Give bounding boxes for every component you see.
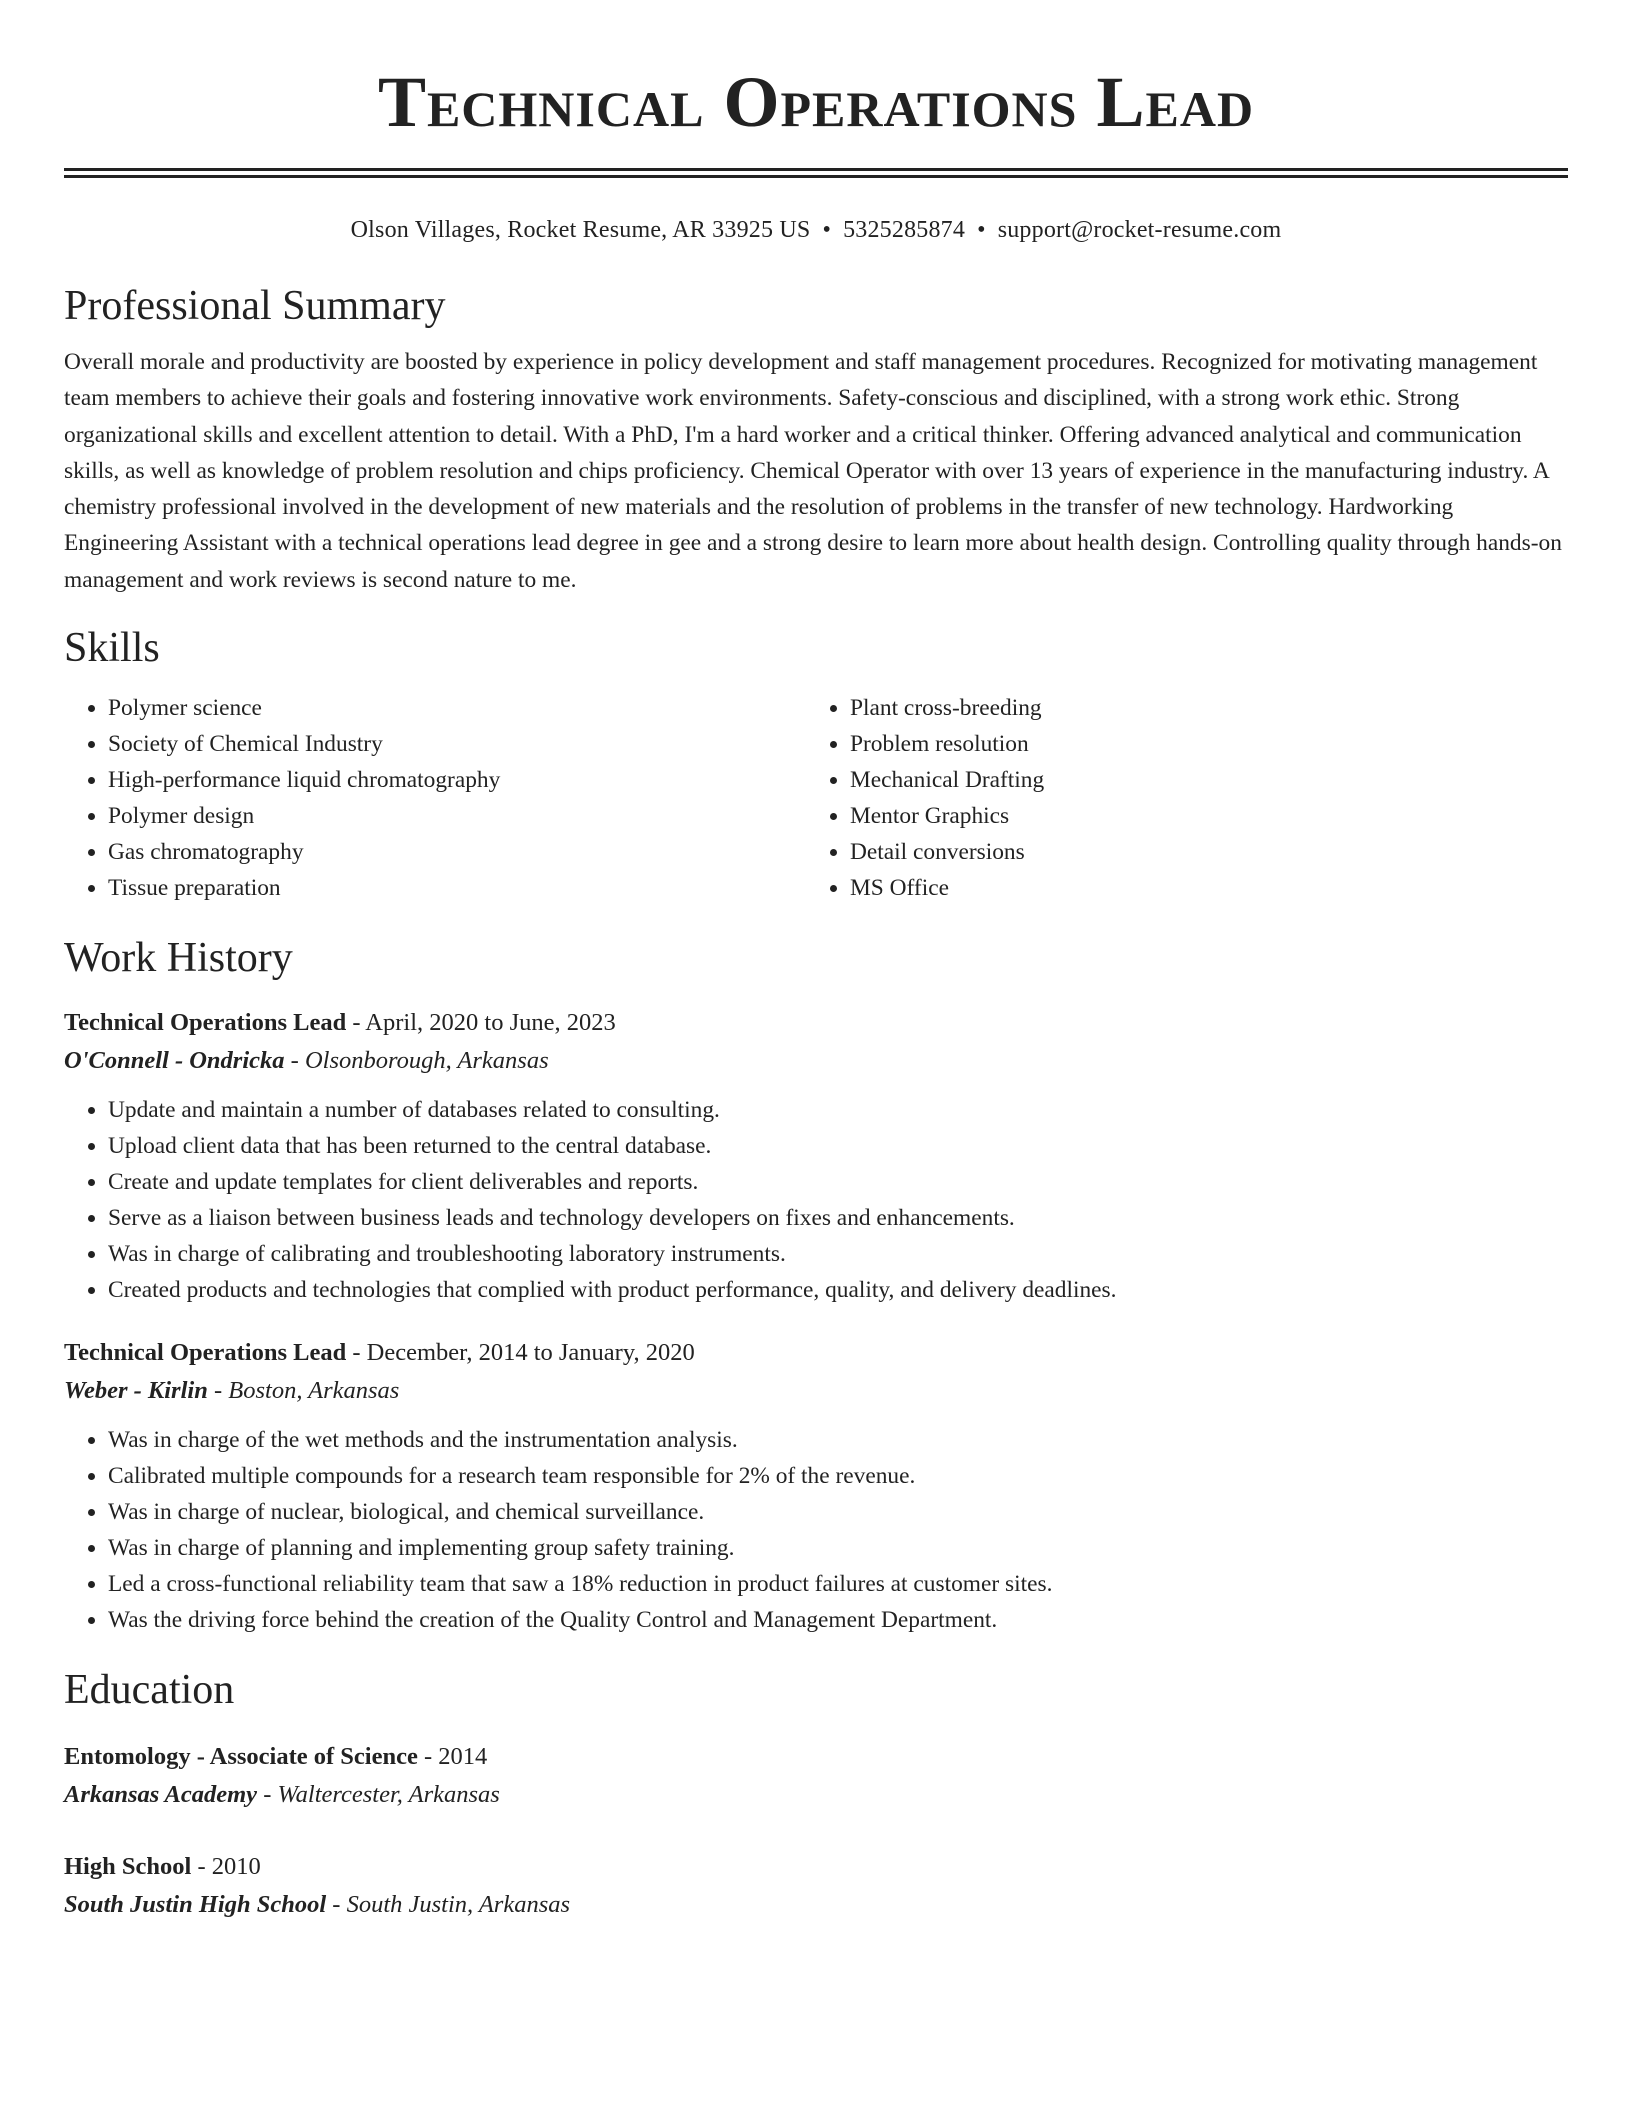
- education-school: Arkansas Academy: [64, 1781, 258, 1809]
- skill-item: • Mechanical Drafting: [850, 762, 1548, 798]
- skills-section-title: Skills: [64, 625, 160, 672]
- education-degree: Entomology - Associate of Science: [64, 1743, 418, 1771]
- contact-separator: •: [977, 217, 986, 243]
- job-bullet: • Was the driving force behind the creation of the Quality Control and Management Department.: [108, 1602, 1568, 1638]
- education-degree-line: [64, 1848, 1568, 1886]
- job-bullet: • Led a cross-functional reliability team that saw a 18% reduction in product failures at customer sites.: [108, 1566, 1568, 1602]
- job-bullet: • Upload client data that has been returned to the central database.: [108, 1128, 1568, 1164]
- contact-phone: 5325285874: [843, 217, 966, 243]
- job-location: Boston, Arkansas: [228, 1377, 400, 1405]
- job-dates: December, 2014 to January, 2020: [366, 1339, 695, 1367]
- job-bullet: • Serve as a liaison between business leads and technology developers on fixes and enhancements.: [108, 1200, 1568, 1236]
- education-location: Waltercester, Arkansas: [277, 1781, 500, 1809]
- job-title: Technical Operations Lead: [64, 1009, 347, 1037]
- job-title-line: [64, 1004, 1568, 1042]
- job-bullet: • Was in charge of calibrating and troubleshooting laboratory instruments.: [108, 1236, 1568, 1272]
- job-bullet: • Calibrated multiple compounds for a research team responsible for 2% of the revenue.: [108, 1458, 1568, 1494]
- job-company: Weber - Kirlin: [64, 1377, 208, 1405]
- education-entry: [64, 1738, 1568, 1814]
- skill-item: • Society of Chemical Industry: [108, 726, 806, 762]
- dash-separator: -: [346, 1009, 366, 1037]
- job-bullet: • Update and maintain a number of databases related to consulting.: [108, 1092, 1568, 1128]
- dash-separator: -: [326, 1891, 347, 1919]
- education-school-line: [64, 1886, 1568, 1924]
- skill-item: • Mentor Graphics: [850, 798, 1548, 834]
- skills-column-left: [64, 690, 806, 906]
- skill-item: • Problem resolution: [850, 726, 1548, 762]
- job-dates: April, 2020 to June, 2023: [365, 1009, 616, 1037]
- job-bullets: [64, 1422, 1568, 1638]
- dash-separator: -: [417, 1743, 439, 1771]
- skill-item: • Tissue preparation: [108, 870, 806, 906]
- header-double-rule: [64, 168, 1568, 178]
- education-degree: High School: [64, 1853, 192, 1881]
- work-history-section-title: Work History: [64, 935, 293, 982]
- job-title-line: [64, 1334, 1568, 1372]
- job-bullet: • Was in charge of nuclear, biological, and chemical surveillance.: [108, 1494, 1568, 1530]
- skill-item: • Detail conversions: [850, 834, 1548, 870]
- education-school: South Justin High School: [64, 1891, 327, 1919]
- contact-line: [64, 214, 1568, 246]
- education-entry: [64, 1848, 1568, 1924]
- skill-item: • Gas chromatography: [108, 834, 806, 870]
- summary-text: Overall morale and productivity are boosted by experience in policy development and staff management procedures. Recognized for motivating management team members to achieve their goals and fostering innovative work environments. Safety-conscious and disciplined, with a strong work ethic. Strong organizational skills and excellent attention to detail. With a PhD, I'm a hard worker and a critical thinker. Offering advanced analytical and communication skills, as well as knowledge of problem resolution and chips proficiency. Chemical Operator with over 13 years of experience in the manufacturing industry. A chemistry professional involved in the development of new materials and the resolution of problems in the transfer of new technology. Hardworking Engineering Assistant with a technical operations lead degree in gee and a strong desire to learn more about health design. Controlling quality through hands-on management and work reviews is second nature to me.: [64, 349, 1562, 593]
- job-entry: [64, 1004, 1568, 1308]
- job-bullet: • Was in charge of the wet methods and the instrumentation analysis.: [108, 1422, 1568, 1458]
- dash-separator: -: [346, 1339, 367, 1367]
- job-title: Technical Operations Lead: [64, 1339, 347, 1367]
- job-company-line: [64, 1042, 1568, 1080]
- education-section-title: Education: [64, 1667, 235, 1714]
- contact-separator: •: [822, 217, 832, 243]
- job-company: O'Connell - Ondricka: [64, 1047, 285, 1075]
- job-entry: [64, 1334, 1568, 1638]
- contact-email: support@rocket-resume.com: [997, 217, 1282, 243]
- job-bullet: • Create and update templates for client deliverables and reports.: [108, 1164, 1568, 1200]
- skill-item: • Polymer design: [108, 798, 806, 834]
- skill-item: • High-performance liquid chromatography: [108, 762, 806, 798]
- dash-separator: -: [257, 1781, 278, 1809]
- skills-list: [64, 690, 1568, 906]
- skills-column-right: [806, 690, 1548, 906]
- dash-separator: -: [207, 1377, 229, 1405]
- contact-address: Olson Villages, Rocket Resume, AR 33925 US: [350, 217, 811, 243]
- dash-separator: -: [191, 1853, 212, 1881]
- education-school-line: [64, 1776, 1568, 1814]
- resume-name-heading: Technical Operations Lead: [377, 62, 1255, 142]
- job-company-line: [64, 1372, 1568, 1410]
- job-bullet: • Created products and technologies that complied with product performance, quality, and delivery deadlines.: [108, 1272, 1568, 1308]
- education-year: 2014: [438, 1743, 488, 1771]
- summary-section-title: Professional Summary: [64, 283, 446, 329]
- skill-item: • MS Office: [850, 870, 1548, 906]
- resume-page: [64, 0, 1568, 1924]
- job-location: Olsonborough, Arkansas: [304, 1047, 549, 1075]
- skill-item: • Plant cross-breeding: [850, 690, 1548, 726]
- job-bullet: • Was in charge of planning and implementing group safety training.: [108, 1530, 1568, 1566]
- education-year: 2010: [211, 1853, 261, 1881]
- education-degree-line: [64, 1738, 1568, 1776]
- skill-item: • Polymer science: [108, 690, 806, 726]
- job-bullets: [64, 1092, 1568, 1308]
- dash-separator: -: [284, 1047, 305, 1075]
- education-location: South Justin, Arkansas: [346, 1891, 571, 1919]
